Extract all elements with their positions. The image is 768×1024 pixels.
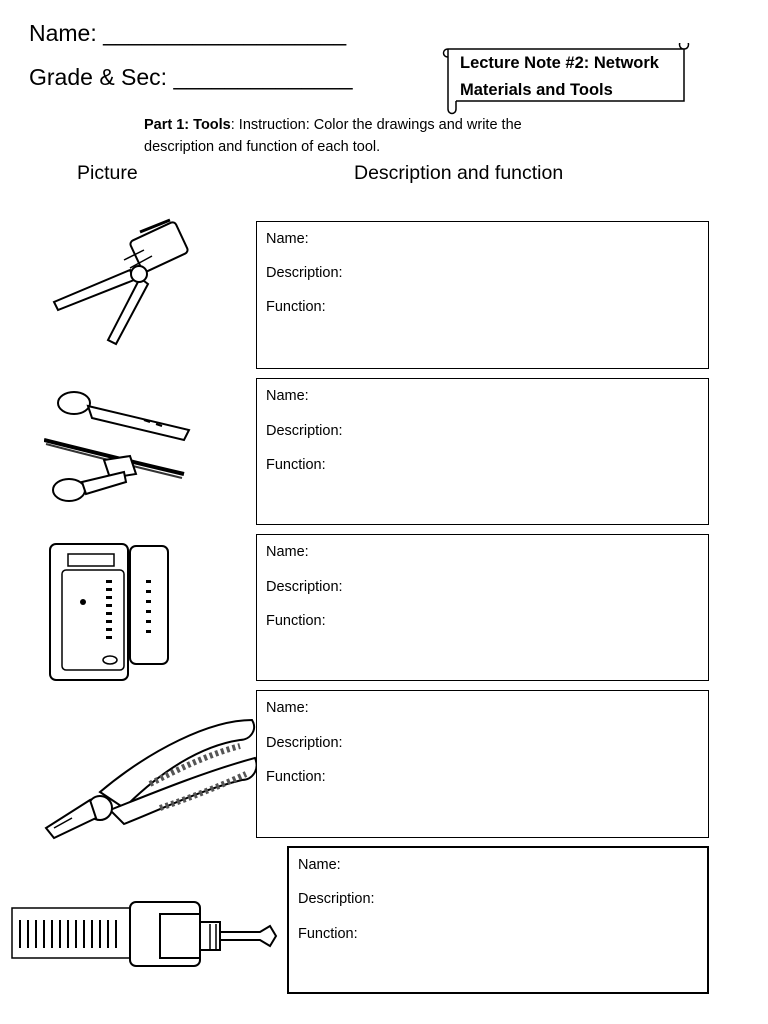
tool-4-description-field[interactable]: Description: (266, 735, 343, 751)
instruction-body: : Instruction: Color the drawings and write the description and function of each tool. (144, 117, 522, 155)
grade-section-field[interactable]: Grade & Sec: ______________ (29, 64, 353, 90)
tool-3-name-field[interactable]: Name: (266, 544, 309, 560)
description-column-heading: Description and function (354, 162, 564, 184)
tool-5-description-field[interactable]: Description: (298, 891, 375, 907)
lecture-note-title: Lecture Note #2: Network Materials and Tools (460, 54, 659, 99)
tool-card-2 (256, 378, 709, 525)
tool-4-function-field[interactable]: Function: (266, 769, 326, 785)
tool-5-function-field[interactable]: Function: (298, 926, 358, 942)
tool-3-description-field[interactable]: Description: (266, 579, 343, 595)
tool-card-3 (256, 534, 709, 681)
student-name-field[interactable]: Name: ___________________ (29, 20, 347, 46)
tool-2-function-field[interactable]: Function: (266, 457, 326, 473)
tool-card-5 (287, 846, 709, 994)
tool-5-name-field[interactable]: Name: (298, 857, 341, 873)
tool-1-name-field[interactable]: Name: (266, 231, 309, 247)
punch-down-tool-icon (10, 888, 285, 993)
tool-2-description-field[interactable]: Description: (266, 423, 343, 439)
tool-2-name-field[interactable]: Name: (266, 388, 309, 404)
tool-1-function-field[interactable]: Function: (266, 299, 326, 315)
diagonal-cutter-pliers-icon (40, 710, 260, 850)
part-label: Part 1: Tools (144, 117, 231, 133)
wire-stripper-icon (44, 378, 194, 523)
tool-4-name-field[interactable]: Name: (266, 700, 309, 716)
cable-tester-icon (48, 540, 172, 690)
crimping-tool-icon (44, 210, 204, 355)
lecture-note-banner (440, 43, 689, 103)
instruction-text (144, 114, 594, 158)
tool-card-1 (256, 221, 709, 369)
picture-column-heading: Picture (77, 162, 138, 184)
tool-card-4 (256, 690, 709, 838)
tool-3-function-field[interactable]: Function: (266, 613, 326, 629)
tool-1-description-field[interactable]: Description: (266, 265, 343, 281)
